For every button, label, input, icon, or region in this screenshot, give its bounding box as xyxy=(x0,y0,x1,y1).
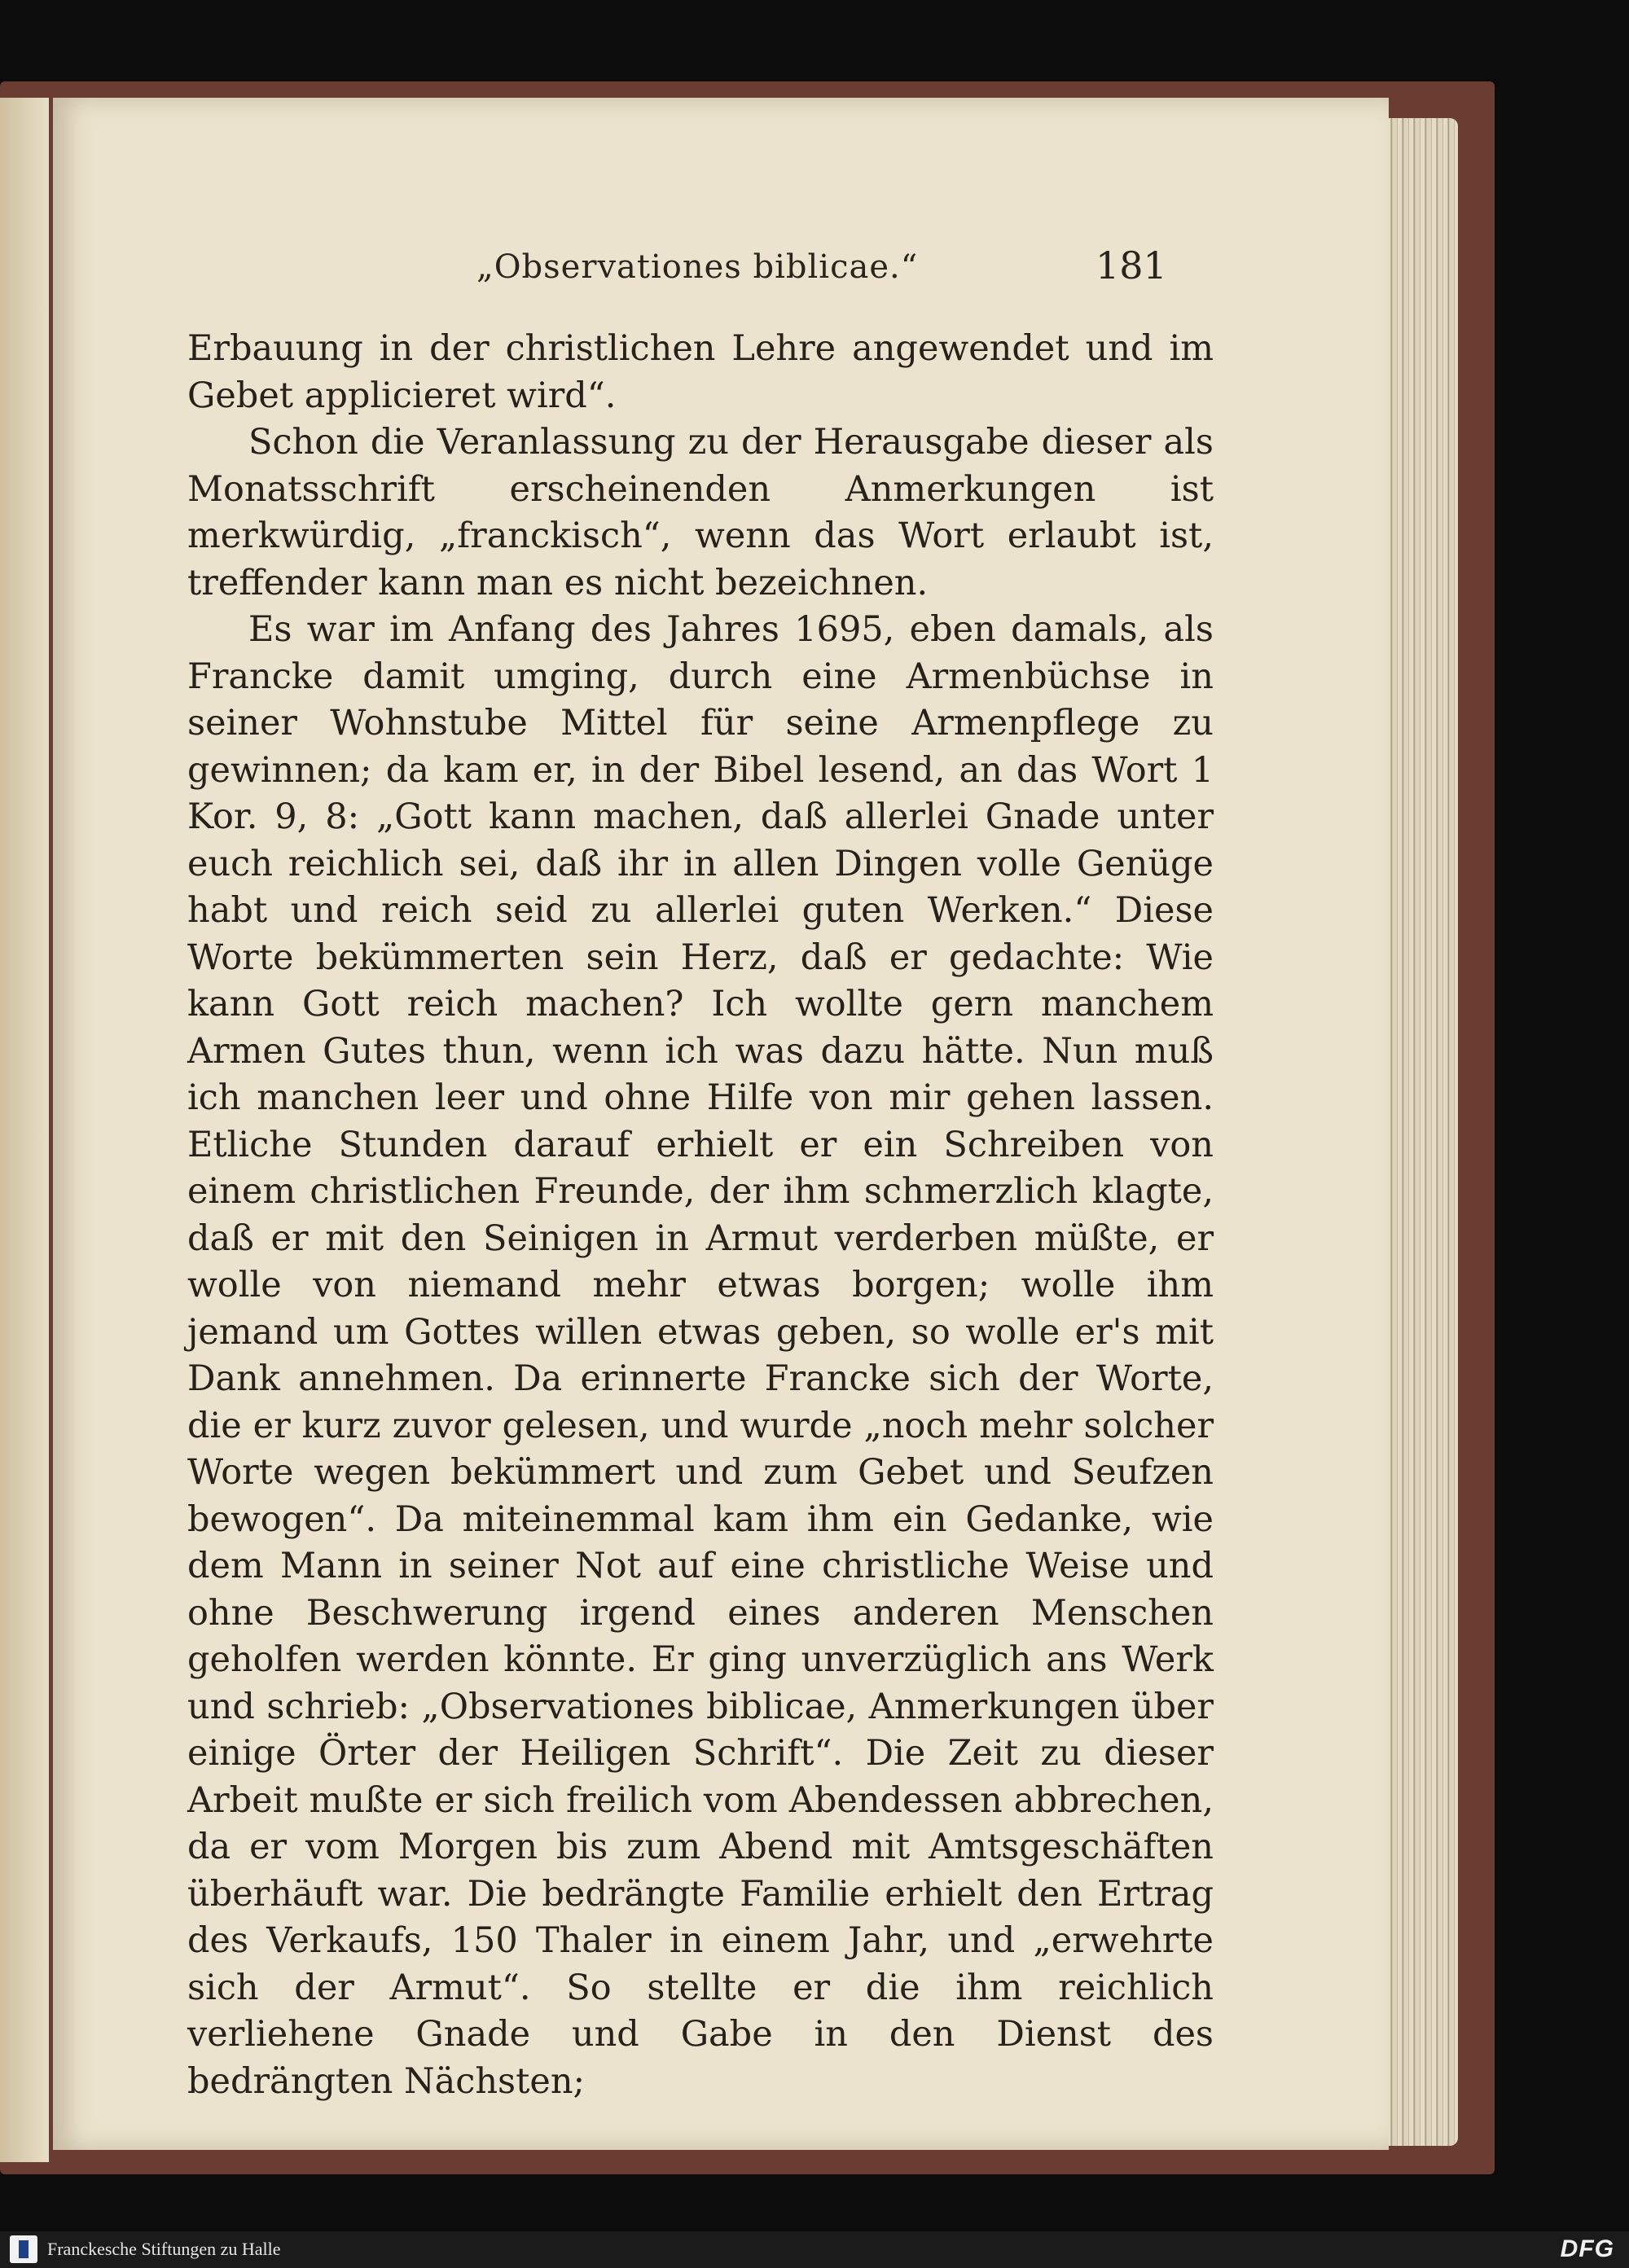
footer-bar xyxy=(0,2231,1629,2268)
dfg-logo: DFG xyxy=(1560,2235,1614,2262)
book-page xyxy=(53,98,1389,2150)
running-title: „Observationes biblicae.“ xyxy=(476,248,919,286)
institution-logo-icon xyxy=(10,2235,37,2263)
paragraph: Es war im Anfang des Jahres 1695, eben damals, als Francke damit umging, durch eine Armenbüchse in seiner Wohnstube Mittel für seine Armenpflege zu gewinnen; da kam er, in der Bibel lesend, an das Wort 1 Kor. 9, 8: „Gott kann machen, daß allerlei Gnade unter euch reichlich sei, daß ihr in allen Dingen volle Genüge habt und reich seid zu allerlei guten Werken.“ Diese Worte bekümmerten sein Herz, daß er gedachte: Wie kann Gott reich machen? Ich wollte gern manchem Armen Gutes thun, wenn ich was dazu hätte. Nun muß ich manchen leer und ohne Hilfe von mir gehen lassen. Etliche Stunden darauf erhielt er ein Schreiben von einem christlichen Freunde, der ihm schmerzlich klagte, daß er mit den Seinigen in Armut verderben müßte, er wolle von niemand mehr etwas borgen; wolle ihm jemand um Gottes willen etwas geben, so wolle er's mit Dank annehmen. Da erinnerte Francke sich der Worte, die er kurz zuvor gelesen, und wurde „noch mehr solcher Worte wegen bekümmert und zum Gebet und Seufzen bewogen“. Da miteinemmal kam ihm ein Gedanke, wie dem Mann in seiner Not auf eine christliche Weise und ohne Beschwerung irgend eines anderen Menschen geholfen werden könnte. Er ging unverzüglich ans Werk und schrieb: „Observationes biblicae, Anmerkungen über einige Örter der Heiligen Schrift“. Die Zeit zu dieser Arbeit mußte er sich freilich vom Abendessen abbrechen, da er vom Morgen bis zum Abend mit Amtsgeschäften überhäuft war. Die bedrängte Familie erhielt den Ertrag des Verkaufs, 150 Thaler in einem Jahr, und „erwehrte sich der Armut“. So stellte er die ihm reichlich verliehene Gnade und Gabe in den Dienst des bedrängten Nächsten; xyxy=(187,609,1214,2102)
left-page-edge xyxy=(0,98,49,2162)
paragraph: Schon die Veranlassung zu der Herausgabe dieser als Monatsschrift erscheinenden Anmerkungen ist merkwürdig, „franckisch“, wenn das Wort erlaubt ist, treffender kann man es nicht bezeichnen. xyxy=(187,422,1214,603)
paragraph: Erbauung in der christlichen Lehre angewendet und im Gebet applicieret wird“. xyxy=(187,328,1214,416)
institution-name: Franckesche Stiftungen zu Halle xyxy=(47,2239,281,2259)
page-number: 181 xyxy=(1096,243,1167,287)
body-text xyxy=(187,326,1214,2105)
